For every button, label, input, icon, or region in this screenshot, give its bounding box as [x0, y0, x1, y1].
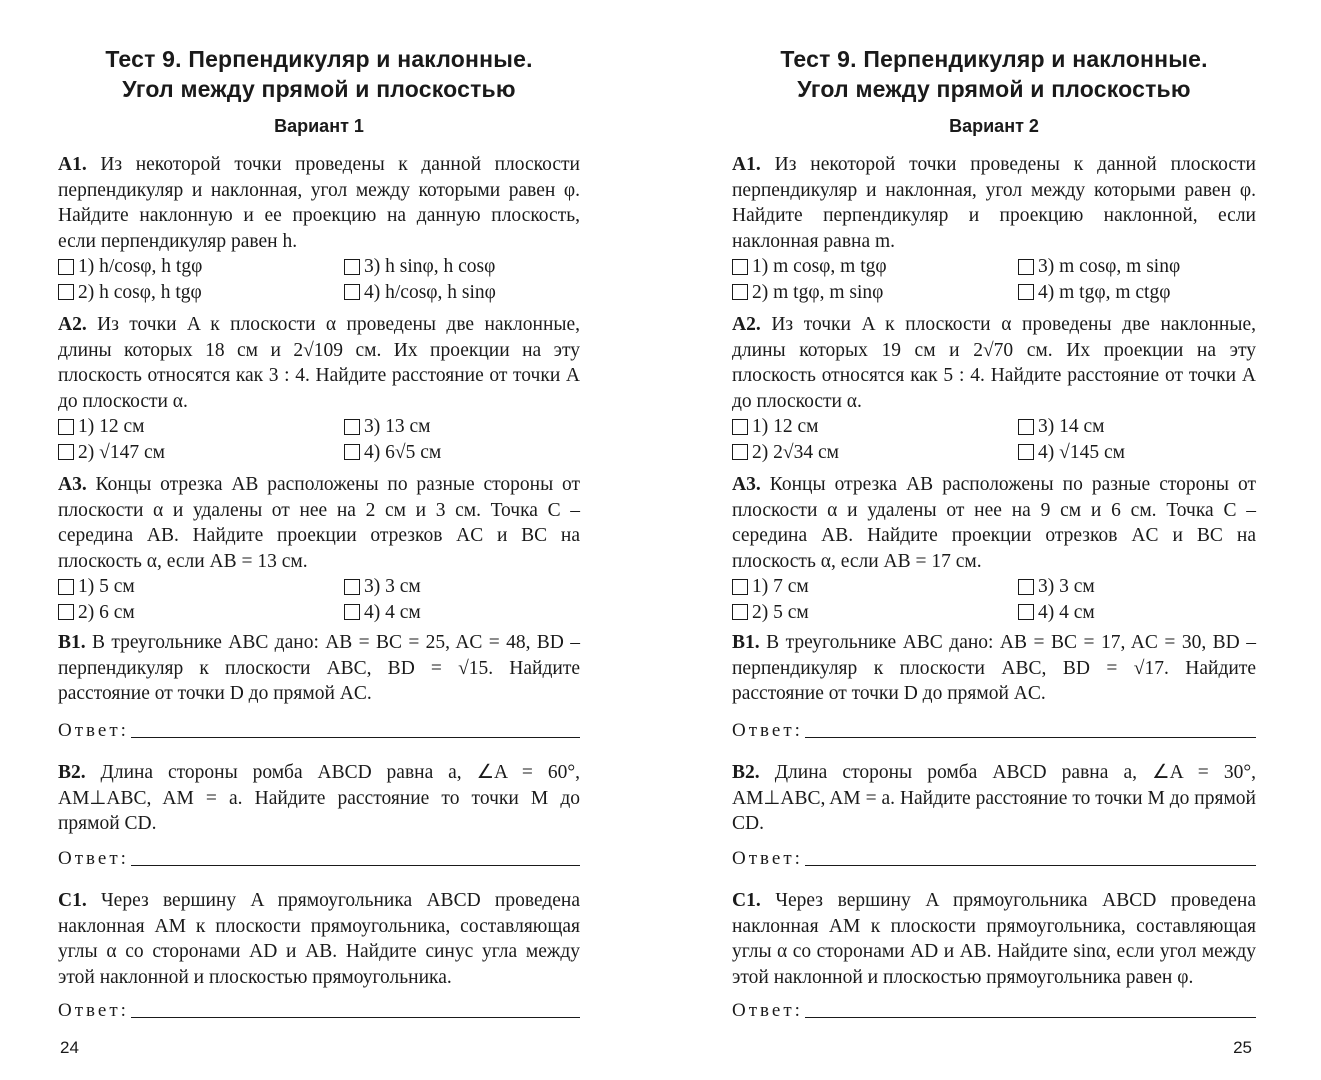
checkbox[interactable] — [1018, 419, 1034, 435]
answer-options — [58, 414, 580, 465]
checkbox[interactable] — [344, 259, 360, 275]
question-label: А1. — [58, 154, 87, 175]
option-label: 2) √147 см — [78, 441, 165, 463]
question-text: В треугольнике ABC дано: AB = BC = 17, AC = 30, BD – перпендикуляр к плоскости ABC, BD = √17. Найдите расстояние от точки D до прямой AC. — [732, 632, 1257, 704]
question-text: В треугольнике ABC дано: AB = BC = 25, AC = 48, BD – перпендикуляр к плоскости ABC, BD = √15. Найдите расстояние от точки D до прямой AC. — [58, 632, 580, 704]
option-label: 2) h cosφ, h tgφ — [78, 281, 202, 303]
answer-options — [58, 254, 580, 305]
question-label: А3. — [58, 474, 87, 495]
answer-option[interactable] — [58, 280, 344, 306]
answer-option[interactable] — [1018, 600, 1256, 626]
answer-option[interactable] — [58, 414, 344, 440]
answer-line-c1[interactable] — [58, 996, 580, 1022]
question-a1 — [58, 152, 580, 305]
checkbox[interactable] — [58, 579, 74, 595]
question-text: Через вершину A прямоугольника ABCD проведена наклонная AM к плоскости прямоугольника, составляющая углы α со сторонами AD и AB. Найдите синус угла между этой наклонной и плоскостью прямоугольника. — [58, 890, 581, 988]
option-label: 4) 4 см — [1038, 601, 1095, 623]
question-a1 — [732, 152, 1256, 305]
answer-option[interactable] — [344, 574, 580, 600]
answer-label: Ответ: — [732, 1000, 803, 1021]
option-label: 1) m cosφ, m tgφ — [752, 256, 887, 277]
checkbox[interactable] — [732, 444, 748, 460]
option-label: 2) 6 см — [78, 601, 135, 623]
question-label: А2. — [732, 314, 761, 335]
option-label: 2) 5 см — [752, 601, 809, 623]
question-label: А2. — [58, 314, 87, 335]
checkbox[interactable] — [732, 579, 748, 595]
variant-heading: Вариант 1 — [274, 116, 364, 136]
question-b1 — [58, 630, 580, 707]
answer-line-b2[interactable] — [58, 844, 580, 870]
answer-line-b1[interactable] — [58, 716, 580, 742]
question-a2 — [732, 312, 1256, 465]
page-right — [732, 0, 1256, 1080]
answer-options — [732, 574, 1256, 625]
test-title-line1: Тест 9. Перпендикуляр и наклонные. — [105, 46, 533, 72]
question-c1 — [732, 888, 1256, 990]
option-label: 1) 12 см — [78, 416, 145, 437]
checkbox[interactable] — [732, 419, 748, 435]
answer-option[interactable] — [344, 280, 580, 306]
test-title-line2: Угол между прямой и плоскостью — [797, 76, 1191, 102]
question-label: А1. — [732, 154, 761, 175]
answer-option[interactable] — [58, 600, 344, 626]
answer-label: Ответ: — [58, 720, 129, 741]
option-label: 1) h/cosφ, h tgφ — [78, 256, 203, 277]
answer-option[interactable] — [732, 574, 1018, 600]
answer-option[interactable] — [732, 280, 1018, 306]
option-label: 3) 14 см — [1038, 416, 1105, 437]
option-label: 3) 3 см — [1038, 576, 1095, 597]
checkbox[interactable] — [1018, 604, 1034, 620]
answer-option[interactable] — [732, 414, 1018, 440]
option-label: 1) 7 см — [752, 576, 809, 597]
option-label: 4) 6√5 см — [364, 441, 442, 463]
question-label: С1. — [58, 890, 87, 911]
question-text: Из некоторой точки проведены к данной плоскости перпендикуляр и наклонная, угол между которыми равен φ. Найдите наклонную и ее проекцию на данную плоскость, если перпендикуляр равен h. — [58, 154, 580, 252]
question-label: В2. — [732, 762, 760, 783]
question-text: Концы отрезка AB расположены по разные стороны от плоскости α и удалены от нее на 9 см и 6 см. Точка C – середина AB. Найдите проекции отрезков AC и BC на плоскость α, если AB = 17 см. — [732, 474, 1257, 572]
checkbox[interactable] — [1018, 579, 1034, 595]
answer-blank[interactable] — [805, 864, 1256, 866]
test-title — [732, 44, 1256, 104]
option-label: 1) 5 см — [78, 576, 135, 597]
page-number: 25 — [1233, 1038, 1252, 1057]
question-b2 — [732, 760, 1256, 837]
question-label: А3. — [732, 474, 761, 495]
question-b2 — [58, 760, 580, 837]
checkbox[interactable] — [1018, 284, 1034, 300]
answer-blank[interactable] — [805, 736, 1256, 738]
option-label: 4) m tgφ, m ctgφ — [1038, 281, 1171, 303]
question-text: Через вершину A прямоугольника ABCD проведена наклонная AM к плоскости прямоугольника, составляющая углы α со сторонами AD и AB. Найдите sinα, если угол между этой наклонной и плоскостью прямоугольника равен φ. — [732, 890, 1257, 988]
question-text: Из точки A к плоскости α проведены две наклонные, длины которых 19 см и 2√70 см. Их проекции на эту плоскость относятся как 5 : 4. Найдите расстояние от точки A до плоскости α. — [732, 314, 1257, 412]
answer-option[interactable] — [344, 254, 580, 280]
checkbox[interactable] — [58, 444, 74, 460]
answer-option[interactable] — [1018, 440, 1256, 466]
checkbox[interactable] — [732, 259, 748, 275]
answer-line-b1[interactable] — [732, 716, 1256, 742]
answer-options — [732, 414, 1256, 465]
question-label: В2. — [58, 762, 86, 783]
answer-option[interactable] — [1018, 280, 1256, 306]
answer-option[interactable] — [732, 254, 1018, 280]
answer-option[interactable] — [344, 414, 580, 440]
checkbox[interactable] — [58, 604, 74, 620]
answer-blank[interactable] — [131, 736, 580, 738]
question-a2 — [58, 312, 580, 465]
question-text: Из некоторой точки проведены к данной плоскости перпендикуляр и наклонная, угол между которыми равен φ. Найдите перпендикуляр и проекцию наклонной, если наклонная равна m. — [732, 154, 1256, 252]
answer-line-b2[interactable] — [732, 844, 1256, 870]
answer-label: Ответ: — [58, 848, 129, 869]
question-a3 — [58, 472, 580, 625]
answer-label: Ответ: — [732, 720, 803, 741]
question-label: В1. — [732, 632, 760, 653]
checkbox[interactable] — [344, 604, 360, 620]
option-label: 3) 3 см — [364, 576, 421, 597]
answer-options — [58, 574, 580, 625]
question-a3 — [732, 472, 1256, 625]
answer-option[interactable] — [58, 574, 344, 600]
answer-option[interactable] — [344, 600, 580, 626]
answer-options — [732, 254, 1256, 305]
checkbox[interactable] — [344, 284, 360, 300]
answer-option[interactable] — [58, 254, 344, 280]
answer-blank[interactable] — [131, 864, 580, 866]
question-label: С1. — [732, 890, 761, 911]
option-label: 4) 4 см — [364, 601, 421, 623]
question-text: Длина стороны ромба ABCD равна a, ∠A = 60°, AM⊥ABC, AM = a. Найдите расстояние то точки M до прямой CD. — [58, 762, 580, 834]
checkbox[interactable] — [1018, 444, 1034, 460]
checkbox[interactable] — [58, 419, 74, 435]
option-label: 2) m tgφ, m sinφ — [752, 281, 884, 303]
answer-option[interactable] — [1018, 574, 1256, 600]
question-c1 — [58, 888, 580, 990]
question-b1 — [732, 630, 1256, 707]
test-title-line2: Угол между прямой и плоскостью — [122, 76, 516, 102]
page-number: 24 — [60, 1038, 79, 1057]
checkbox[interactable] — [732, 604, 748, 620]
answer-blank[interactable] — [805, 1016, 1256, 1018]
option-label: 4) √145 см — [1038, 441, 1125, 463]
answer-option[interactable] — [1018, 254, 1256, 280]
checkbox[interactable] — [732, 284, 748, 300]
answer-label: Ответ: — [732, 848, 803, 869]
checkbox[interactable] — [58, 259, 74, 275]
variant-heading: Вариант 2 — [949, 116, 1039, 136]
answer-blank[interactable] — [131, 1016, 580, 1018]
answer-label: Ответ: — [58, 1000, 129, 1021]
answer-option[interactable] — [344, 440, 580, 466]
option-label: 3) h sinφ, h cosφ — [364, 256, 496, 277]
test-title-line1: Тест 9. Перпендикуляр и наклонные. — [780, 46, 1208, 72]
checkbox[interactable] — [344, 579, 360, 595]
option-label: 4) h/cosφ, h sinφ — [364, 281, 496, 303]
answer-option[interactable] — [1018, 414, 1256, 440]
checkbox[interactable] — [58, 284, 74, 300]
page-left — [58, 0, 580, 1080]
question-label: В1. — [58, 632, 86, 653]
test-title — [58, 44, 580, 104]
option-label: 3) 13 см — [364, 416, 431, 437]
answer-option[interactable] — [732, 600, 1018, 626]
answer-option[interactable] — [732, 440, 1018, 466]
question-text: Концы отрезка AB расположены по разные стороны от плоскости α и удалены от нее на 2 см и 3 см. Точка C – середина AB. Найдите проекции отрезков AC и BC на плоскость α, если AB = 13 см. — [58, 474, 581, 572]
answer-line-c1[interactable] — [732, 996, 1256, 1022]
answer-option[interactable] — [58, 440, 344, 466]
option-label: 2) 2√34 см — [752, 441, 839, 463]
checkbox[interactable] — [344, 419, 360, 435]
question-text: Из точки A к плоскости α проведены две наклонные, длины которых 18 см и 2√109 см. Их проекции на эту плоскость относятся как 3 : 4. Найдите расстояние от точки A до плоскости α. — [58, 314, 581, 412]
checkbox[interactable] — [344, 444, 360, 460]
option-label: 3) m cosφ, m sinφ — [1038, 256, 1181, 277]
option-label: 1) 12 см — [752, 416, 819, 437]
checkbox[interactable] — [1018, 259, 1034, 275]
question-text: Длина стороны ромба ABCD равна a, ∠A = 30°, AM⊥ABC, AM = a. Найдите расстояние то точки M до прямой CD. — [732, 762, 1256, 834]
